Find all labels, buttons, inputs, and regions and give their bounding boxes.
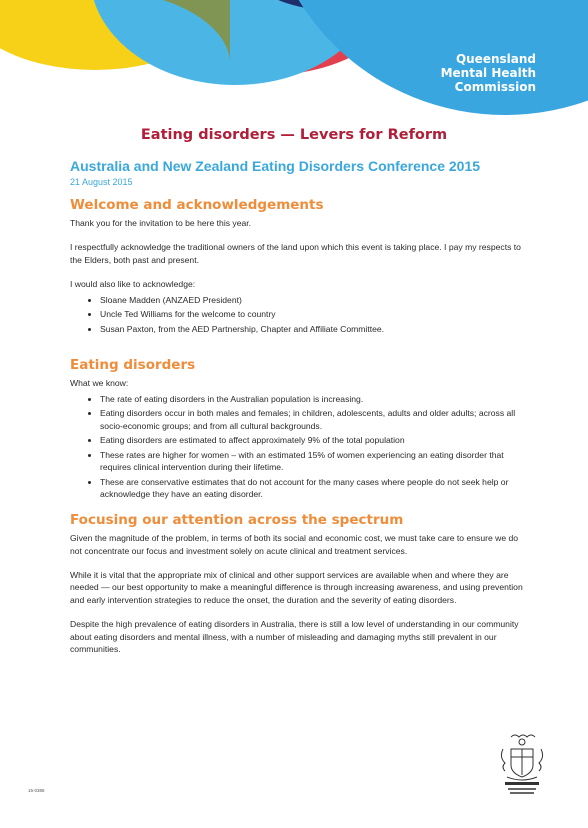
list-item: • Eating disorders are estimated to affect approximately 9% of the total population [100, 434, 530, 446]
focus-heading: Focusing our attention across the spectrum [70, 512, 404, 529]
list-item: • Susan Paxton, from the AED Partnership, Chapter and Affiliate Committee. [100, 323, 530, 335]
conference-title: Australia and New Zealand Eating Disorders Conference 2015 [70, 158, 481, 174]
welcome-paragraph-3: I would also like to acknowledge: [70, 279, 196, 290]
conference-date: 21 August 2015 [70, 177, 133, 187]
list-item: • These rates are higher for women – with an estimated 15% of women experiencing an eating disorder that requires clinical intervention during their lifetime. [100, 449, 530, 473]
eating-intro: What we know: [70, 378, 129, 389]
qmhc-logo [441, 52, 536, 94]
list-item: • The rate of eating disorders in the Australian population is increasing. [100, 393, 530, 405]
document-body [70, 157, 530, 668]
welcome-section [70, 197, 530, 335]
focus-paragraph-2: While it is vital that the appropriate mix of clinical and other support services are available when and where they are needed — our best opportunity to make a meaningful difference is through increasing awareness, and using prevention and early intervention strategies to reduce the onset, the duration and the severity of eating disorders. [70, 570, 523, 605]
welcome-paragraph-1: Thank you for the invitation to be here this year. [70, 218, 252, 228]
document-title: Eating disorders — Levers for Reform [140, 127, 448, 143]
list-item: • These are conservative estimates that do not account for the many cases where people do not seek help or acknowledge they have an eating disorder. [100, 476, 530, 500]
queensland-government-crest-icon [497, 733, 547, 797]
facts-list [70, 393, 530, 501]
welcome-paragraph-2: I respectfully acknowledge the traditional owners of the land upon which this event is taking place. I pay my respects to the Elders, both past and present. [70, 242, 521, 265]
focus-paragraph-1: Given the magnitude of the problem, in terms of both its social and economic cost, we must take care to ensure we do not concentrate our focus and investment solely on acute clinical and treatment services. [70, 533, 519, 556]
eating-disorders-section [70, 357, 530, 500]
eating-disorders-heading: Eating disorders [70, 357, 196, 374]
logo-line-3: Commission [454, 80, 536, 94]
logo-line-1: Queensland [455, 52, 536, 66]
list-item: • Sloane Madden (ANZAED President) [100, 294, 530, 306]
focus-paragraph-3: Despite the high prevalence of eating disorders in Australia, there is still a low level of understanding in our community about eating disorders and mental illness, with a number of misleading and damaging myths still prevalent in our communities. [70, 619, 519, 655]
acknowledgement-list [70, 294, 530, 336]
list-item: • Uncle Ted Williams for the welcome to country [100, 308, 530, 320]
list-item: • Eating disorders occur in both males and females; in children, adolescents, adults and older adults; across all socio-economic groups; and from all cultural backgrounds. [100, 407, 530, 431]
document-code: 15-0386 [28, 788, 45, 793]
welcome-heading: Welcome and acknowledgements [70, 197, 324, 213]
logo-line-2: Mental Health [440, 66, 536, 80]
focus-section [70, 512, 530, 655]
